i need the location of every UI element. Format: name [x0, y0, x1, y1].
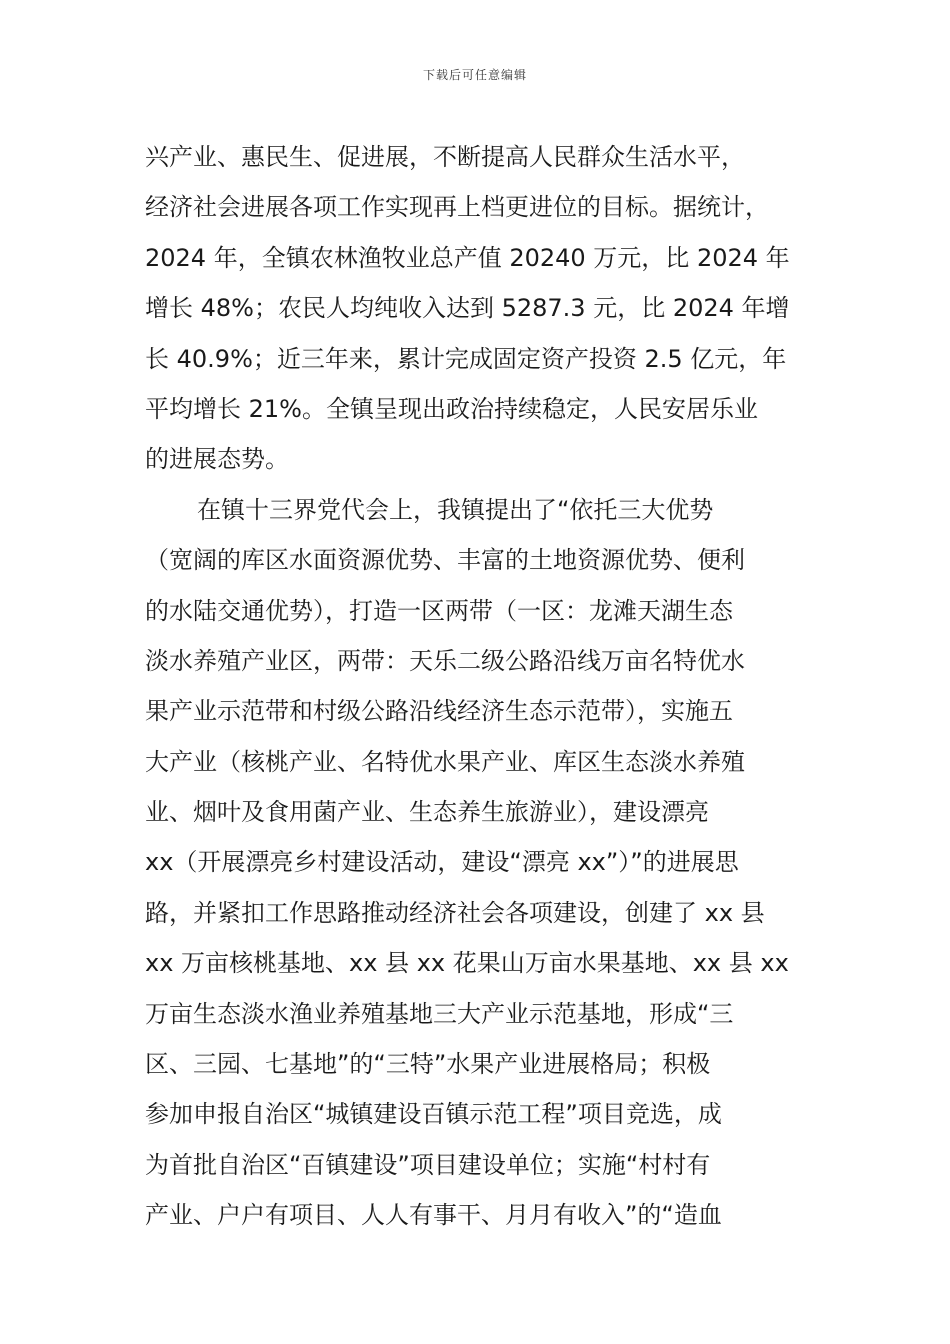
text-line: 为首批自治区“百镇建设”项目建设单位；实施“村村有 [145, 1150, 711, 1179]
text-line: 淡水养殖产业区，两带：天乐二级公路沿线万亩名特优水 [145, 646, 745, 675]
paragraph-2 [145, 485, 825, 1241]
text-line: 果产业示范带和村级公路沿线经济生态示范带），实施五 [145, 697, 733, 726]
text-line: 区、三园、七基地”的“三特”水果产业进展格局；积极 [145, 1050, 711, 1079]
document-body [145, 132, 825, 1241]
text-line: 的水陆交通优势），打造一区两带（一区：龙滩天湖生态 [145, 596, 733, 625]
text-line: 万亩生态淡水渔业养殖基地三大产业示范基地，形成“三 [145, 999, 734, 1028]
paragraph-1 [145, 132, 825, 485]
text-line: 经济社会进展各项工作实现再上档更进位的目标。据统计， [145, 193, 769, 222]
text-line: （宽阔的库区水面资源优势、丰富的土地资源优势、便利 [145, 546, 745, 575]
text-line: 长 40.9%；近三年来，累计完成固定资产投资 2.5 亿元，年 [145, 344, 787, 373]
text-line: 2024 年，全镇农林渔牧业总产值 20240 万元，比 2024 年 [145, 243, 790, 272]
text-line: 增长 48%；农民人均纯收入达到 5287.3 元，比 2024 年增 [145, 294, 790, 323]
page-header-note: 下载后可任意编辑 [422, 68, 527, 82]
text-line: 在镇十三界党代会上，我镇提出了“依托三大优势 [197, 495, 714, 524]
text-line: 参加申报自治区“城镇建设百镇示范工程”项目竞选，成 [145, 1100, 722, 1129]
text-line: 大产业（核桃产业、名特优水果产业、库区生态淡水养殖 [145, 747, 745, 776]
text-line: xx 万亩核桃基地、xx 县 xx 花果山万亩水果基地、xx 县 xx [145, 949, 789, 978]
text-line: 兴产业、惠民生、促进展，不断提高人民群众生活水平， [145, 143, 745, 171]
text-line: 业、烟叶及食用菌产业、生态养生旅游业），建设漂亮 [145, 798, 709, 827]
text-line: 产业、户户有项目、人人有事干、月月有收入”的“造血 [145, 1201, 722, 1230]
text-line: xx（开展漂亮乡村建设活动，建设“漂亮 xx”）”的进展思 [145, 848, 739, 877]
text-line: 平均增长 21%。全镇呈现出政治持续稳定，人民安居乐业 [145, 394, 758, 423]
text-line: 的进展态势。 [145, 445, 289, 474]
text-line: 路，并紧扣工作思路推动经济社会各项建设，创建了 xx 县 [145, 898, 765, 927]
